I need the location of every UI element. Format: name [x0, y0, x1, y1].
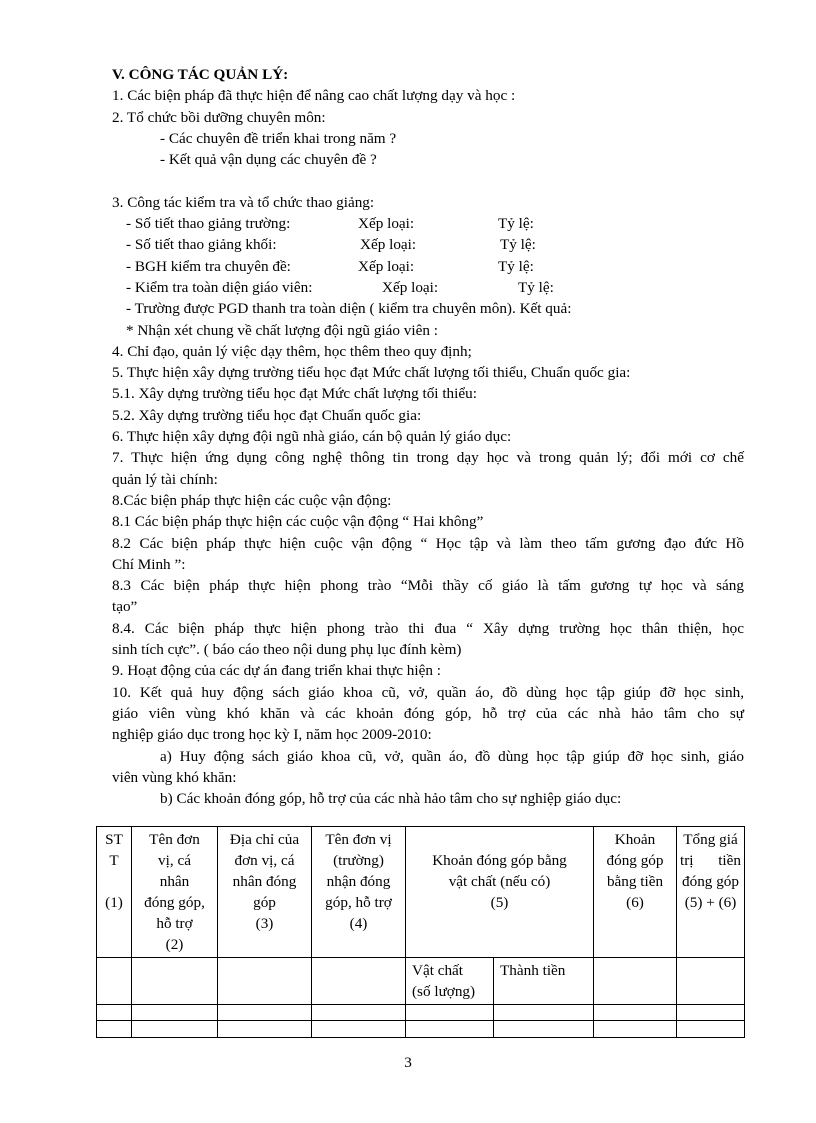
item-8-1: 8.1 Các biện pháp thực hiện các cuộc vận động “ Hai không” — [112, 513, 484, 531]
item-10-cont: giáo viên vùng khó khăn và các khoản đóng góp, hỗ trợ của các nhà hảo tâm cho sự — [112, 704, 744, 722]
item-3-row: - Số tiết thao giảng khối: Xếp loại: Tỷ lệ: — [126, 236, 536, 254]
item-10a-cont: viên vùng khó khăn: — [112, 768, 237, 786]
item-8-3: 8.3 Các biện pháp thực hiện phong trào “Mỗi thầy cố giáo là tấm gương tự học và sáng — [112, 577, 744, 595]
header-material-contribution: Khoản đóng góp bằng vật chất (nếu có) (5) — [406, 827, 594, 958]
table-row — [97, 1021, 745, 1038]
header-total: Tổng giá trị tiền đóng góp (5) + (6) — [677, 827, 745, 958]
spacer — [112, 170, 744, 191]
item-4: 4. Chỉ đạo, quản lý việc dạy thêm, học thêm theo quy định; — [112, 342, 472, 360]
header-cash-contribution: Khoản đóng góp bằng tiền (6) — [594, 827, 677, 958]
item-5-2: 5.2. Xây dựng trường tiểu học đạt Chuẩn quốc gia: — [112, 406, 422, 424]
table-row — [97, 1005, 745, 1021]
item-2a: - Các chuyên đề triển khai trong năm ? — [160, 129, 397, 147]
document-body — [112, 64, 744, 809]
item-10b: b) Các khoản đóng góp, hỗ trợ của các nhà hảo tâm cho sự nghiệp giáo dục: — [160, 790, 622, 808]
item-2: 2. Tổ chức bồi dưỡng chuyên môn: — [112, 108, 326, 126]
item-8: 8.Các biện pháp thực hiện các cuộc vận động: — [112, 491, 392, 509]
item-8-4-cont: sinh tích cực”. ( báo cáo theo nội dung phụ lục đính kèm) — [112, 641, 462, 659]
item-8-2-cont: Chí Minh ”: — [112, 555, 186, 573]
header-contributor-name: Tên đơn vị, cá nhân đóng góp, hỗ trợ (2) — [132, 827, 218, 958]
item-10-cont: nghiệp giáo dục trong học kỳ I, năm học 2009-2010: — [112, 726, 432, 744]
section-heading: V. CÔNG TÁC QUẢN LÝ: — [112, 66, 289, 83]
item-3: 3. Công tác kiểm tra và tổ chức thao giảng: — [112, 193, 375, 211]
item-6: 6. Thực hiện xây dựng đội ngũ nhà giáo, cán bộ quản lý giáo dục: — [112, 428, 512, 446]
header-stt: ST T (1) — [97, 827, 132, 958]
item-3f: * Nhận xét chung về chất lượng đội ngũ giáo viên : — [126, 321, 438, 339]
item-5-1: 5.1. Xây dựng trường tiểu học đạt Mức chất lượng tối thiểu: — [112, 385, 477, 403]
item-8-2: 8.2 Các biện pháp thực hiện cuộc vận động “ Học tập và làm theo tấm gương đạo đức Hồ — [112, 534, 744, 552]
item-3-row: - BGH kiểm tra chuyên đề: Xếp loại: Tỷ lệ: — [126, 257, 534, 275]
table-header-row — [97, 827, 745, 958]
header-address: Địa chỉ của đơn vị, cá nhân đóng góp (3) — [218, 827, 312, 958]
item-7-cont: quản lý tài chính: — [112, 470, 218, 488]
item-3-row: - Số tiết thao giảng trường: Xếp loại: Tỷ lệ: — [126, 215, 534, 233]
item-2b: - Kết quả vận dụng các chuyên đề ? — [160, 151, 377, 169]
item-10: 10. Kết quả huy động sách giáo khoa cũ, vở, quần áo, đồ dùng học tập giúp đỡ học sinh, — [112, 683, 744, 701]
subheader-amount: Thành tiền — [494, 958, 594, 1005]
item-7: 7. Thực hiện ứng dụng công nghệ thông tin trong dạy học và trong quản lý; đổi mới cơ chế — [112, 449, 744, 467]
item-8-4: 8.4. Các biện pháp thực hiện phong trào thi đua “ Xây dựng trường học thân thiện, học — [112, 619, 744, 637]
page-number: 3 — [404, 1054, 412, 1071]
item-3e: - Trường được PGD thanh tra toàn diện ( kiểm tra chuyên môn). Kết quả: — [126, 300, 572, 318]
table-subheader-row — [97, 958, 745, 1005]
item-5: 5. Thực hiện xây dựng trường tiểu học đạt Mức chất lượng tối thiểu, Chuẩn quốc gia: — [112, 364, 631, 382]
contribution-table — [96, 826, 745, 1038]
item-3-row: - Kiểm tra toàn diện giáo viên: Xếp loại: Tỷ lệ: — [126, 278, 554, 296]
item-1: 1. Các biện pháp đã thực hiện để nâng cao chất lượng dạy và học : — [112, 87, 516, 105]
header-recipient: Tên đơn vị (trường) nhận đóng góp, hỗ trợ (4) — [312, 827, 406, 958]
item-9: 9. Hoạt động của các dự án đang triển khai thực hiện : — [112, 662, 441, 680]
item-10a: a) Huy động sách giáo khoa cũ, vở, quần áo, đồ dùng học tập giúp đỡ học sinh, giáo — [160, 747, 744, 765]
subheader-material-quantity: Vật chất (số lượng) — [406, 958, 494, 1005]
item-8-3-cont: tạo” — [112, 598, 138, 616]
